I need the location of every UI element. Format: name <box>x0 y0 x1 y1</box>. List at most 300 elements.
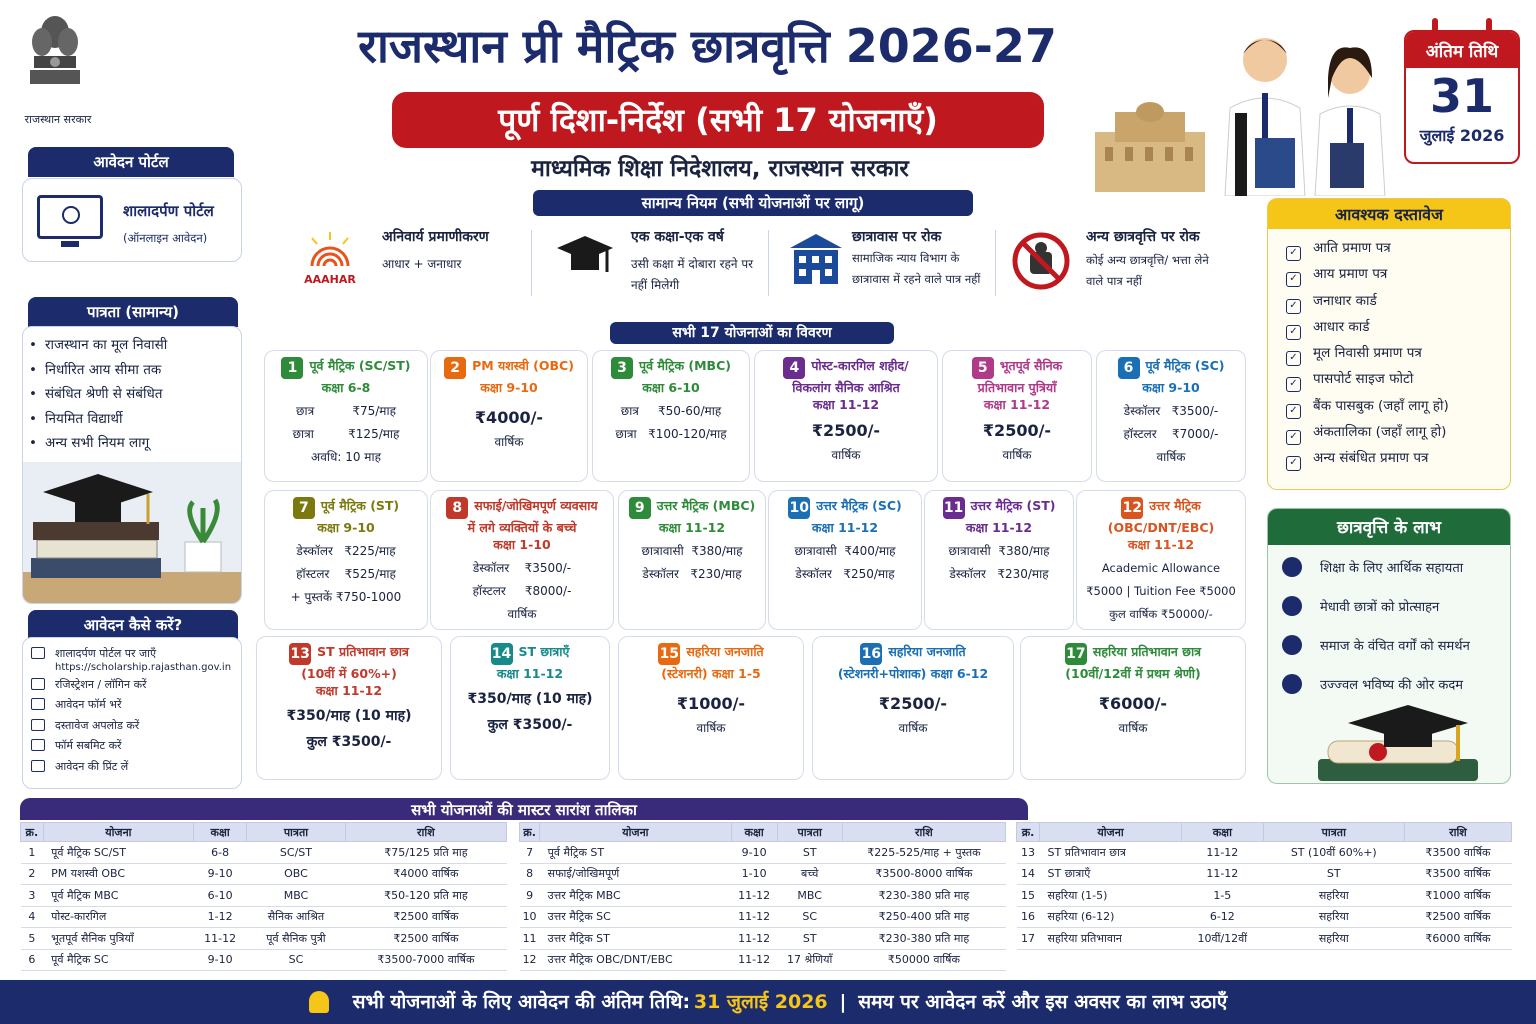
table-cell: पूर्व मैट्रिक MBC <box>43 885 193 907</box>
divider <box>531 230 532 296</box>
document-item: ✓ आति प्रमाण पत्र <box>1286 235 1510 261</box>
footer-separator: | <box>839 991 847 1013</box>
document-check-icon: ✓ <box>1286 456 1301 471</box>
table-header: योजना <box>43 823 193 842</box>
scheme-card-5 <box>942 350 1092 482</box>
table-cell: ₹50000 वार्षिक <box>842 949 1005 971</box>
document-check-icon: ✓ <box>1286 377 1301 392</box>
table-cell: ₹230-380 प्रति माह <box>842 928 1005 950</box>
table-cell: 1 <box>21 842 44 864</box>
scheme-line: डेस्कॉलर ₹230/माह <box>949 567 1049 581</box>
scheme-title-2: प्रतिभावान पुत्रियाँ <box>977 380 1057 395</box>
scheme-title: पोस्ट-कारगिल शहीद/ <box>811 358 909 373</box>
govt-label: राजस्थान सरकार <box>24 113 92 126</box>
scheme-card-6 <box>1096 350 1246 482</box>
scheme-line: छात्र ₹75/माह <box>296 404 396 418</box>
table-cell: ₹2500 वार्षिक <box>345 906 506 928</box>
table-cell: ₹3500-8000 वार्षिक <box>842 863 1005 885</box>
state-emblem <box>20 12 90 104</box>
document-check-icon: ✓ <box>1286 351 1301 366</box>
scheme-class: कक्षा 9-10 <box>1142 380 1200 395</box>
scheme-number: 14 <box>491 643 513 665</box>
table-cell: उत्तर मैट्रिक ST <box>540 928 731 950</box>
table-cell: सहरिया <box>1263 906 1404 928</box>
table-cell: ST <box>1263 863 1404 885</box>
documents-card <box>1267 198 1511 490</box>
benefit-icon <box>1282 635 1302 655</box>
table-cell: 9-10 <box>731 842 777 864</box>
table-cell: ₹3500 वार्षिक <box>1404 863 1511 885</box>
scheme-line: Academic Allowance <box>1101 561 1221 575</box>
table-cell: सहरिया (6-12) <box>1040 906 1182 928</box>
scheme-title: उत्तर मैट्रिक (MBC) <box>656 498 756 513</box>
table-cell: 11-12 <box>731 885 777 907</box>
table-header: योजना <box>540 823 731 842</box>
table-header: कक्षा <box>731 823 777 842</box>
table-cell: सहरिया <box>1263 885 1404 907</box>
books-cap-illustration <box>23 462 242 604</box>
scheme-number: 4 <box>783 357 805 379</box>
table-cell: ST छात्राएँ <box>1040 863 1182 885</box>
table-cell: 17 <box>1017 928 1040 950</box>
scheme-period: वार्षिक <box>696 721 726 735</box>
rule-title: अन्य छात्रवृत्ति पर रोक <box>1086 229 1200 245</box>
table-cell: 9-10 <box>194 949 247 971</box>
table-cell: 9 <box>520 885 540 907</box>
palace-illustration <box>1085 92 1215 192</box>
table-row <box>520 928 1006 950</box>
master-table-middle <box>519 822 1006 971</box>
scheme-line: कुल ₹3500/- <box>487 717 573 733</box>
benefits-heading: छात्रवृत्ति के लाभ <box>1268 509 1510 545</box>
table-cell: ₹3500 वार्षिक <box>1404 842 1511 864</box>
table-row <box>1017 842 1512 864</box>
portal-link[interactable]: https://scholarship.rajasthan.gov.in <box>55 661 232 673</box>
scheme-number: 7 <box>293 497 315 519</box>
scheme-card-17 <box>1020 636 1246 780</box>
step-upload: दस्तावेज अपलोड करें <box>23 716 241 737</box>
scheme-card-9 <box>618 490 766 630</box>
benefit-item: शिक्षा के लिए आर्थिक सहायता <box>1268 549 1510 588</box>
how-to-apply-heading: आवेदन कैसे करें? <box>28 610 238 640</box>
scheme-line: डेस्कॉलर ₹250/माह <box>795 567 895 581</box>
table-cell: PM यशस्वी OBC <box>43 863 193 885</box>
list-item: • नियमित विद्यार्थी <box>23 407 241 432</box>
document-item: ✓ बैंक पासबुक (जहाँ लागू हो) <box>1286 393 1510 419</box>
table-cell: 4 <box>21 906 44 928</box>
globe-icon <box>62 206 80 224</box>
table-header: क्र. <box>520 823 540 842</box>
table-cell: ST <box>777 928 842 950</box>
printer-icon <box>31 760 45 772</box>
table-cell: OBC <box>247 863 346 885</box>
rule-title: अनिवार्य प्रमाणीकरण <box>382 229 489 245</box>
scheme-title: पूर्व मैट्रिक (SC) <box>1145 358 1225 373</box>
table-cell: 3 <box>21 885 44 907</box>
scheme-amount: ₹2500/- <box>982 421 1052 440</box>
table-cell: ST प्रतिभावान छात्र <box>1040 842 1182 864</box>
rule-text: कोई अन्य छात्रवृत्ति/ भत्ता लेने वाले पात्र नहीं <box>1086 253 1209 288</box>
checkbox-icon <box>31 739 45 751</box>
table-header: क्र. <box>1017 823 1040 842</box>
scheme-line: छात्रावासी ₹400/माह <box>794 544 896 558</box>
scheme-title: सहरिया जनजाति <box>888 644 966 659</box>
table-cell: MBC <box>777 885 842 907</box>
table-row <box>1017 885 1512 907</box>
scheme-period: वार्षिक <box>831 448 861 462</box>
documents-list <box>1268 229 1510 472</box>
scheme-title: पूर्व मैट्रिक (ST) <box>320 498 400 513</box>
table-header: कक्षा <box>1182 823 1264 842</box>
scheme-line: + पुस्तकें ₹750-1000 <box>290 590 402 604</box>
scheme-class: कक्षा 11-12 <box>983 397 1051 412</box>
building-icon <box>788 232 844 288</box>
scheme-line: अवधि: 10 माह <box>311 450 381 464</box>
document-item: ✓ जनाधार कार्ड <box>1286 288 1510 314</box>
scheme-title: भूतपूर्व सैनिक <box>999 358 1063 373</box>
scheme-line: हॉस्टलर ₹7000/- <box>1123 427 1219 441</box>
step-print: आवेदन की प्रिंट लें <box>23 757 241 778</box>
scheme-line: वार्षिक <box>507 607 537 621</box>
table-cell: 13 <box>1017 842 1040 864</box>
table-row <box>520 949 1006 971</box>
table-cell: 11 <box>520 928 540 950</box>
deadline-calendar <box>1404 30 1520 164</box>
scheme-class: कक्षा 6-10 <box>642 380 700 395</box>
deadline-day: 31 <box>1429 69 1494 123</box>
scheme-line: छात्रा ₹100-120/माह <box>615 427 727 441</box>
scheme-line: डेस्कॉलर ₹230/माह <box>642 567 742 581</box>
table-cell: पूर्व मैट्रिक ST <box>540 842 731 864</box>
table-cell: ₹50-120 प्रति माह <box>345 885 506 907</box>
scheme-line: छात्रा ₹125/माह <box>292 427 400 441</box>
list-item: • संबंधित श्रेणी से संबंधित <box>23 382 241 407</box>
step-submit: फॉर्म सबमिट करें <box>23 736 241 757</box>
scheme-card-2 <box>430 350 588 482</box>
table-header: पात्रता <box>247 823 346 842</box>
table-cell: ₹3500-7000 वार्षिक <box>345 949 506 971</box>
table-cell: 12 <box>520 949 540 971</box>
portal-name: शालादर्पण पोर्टल <box>123 202 214 220</box>
scheme-class: कक्षा 6-8 <box>321 380 371 395</box>
document-check-icon: ✓ <box>1286 325 1301 340</box>
scheme-amount: ₹4000/- <box>474 408 544 427</box>
table-row <box>21 842 507 864</box>
scheme-line: ₹350/माह (10 माह) <box>286 708 412 724</box>
scheme-card-8 <box>430 490 614 630</box>
table-header: राशि <box>1404 823 1511 842</box>
table-row <box>1017 928 1512 950</box>
table-row <box>21 863 507 885</box>
scheme-title: उत्तर मैट्रिक (ST) <box>970 498 1056 513</box>
table-row <box>21 928 507 950</box>
portal-card[interactable] <box>22 178 242 262</box>
rule-hostel <box>782 222 997 312</box>
table-cell: पूर्व सैनिक पुत्री <box>247 928 346 950</box>
table-cell: 1-5 <box>1182 885 1264 907</box>
scheme-card-10 <box>768 490 922 630</box>
list-item: • निर्धारित आय सीमा तक <box>23 358 241 383</box>
scheme-card-16 <box>812 636 1014 780</box>
table-cell: 11-12 <box>194 928 247 950</box>
scheme-line: हॉस्टलर ₹525/माह <box>296 567 396 581</box>
scheme-title-2: विकलांग सैनिक आश्रित <box>792 380 900 395</box>
scheme-title: पूर्व मैट्रिक (SC/ST) <box>309 358 411 373</box>
scheme-card-15 <box>618 636 804 780</box>
scheme-card-13 <box>256 636 442 780</box>
list-item: • राजस्थान का मूल निवासी <box>23 333 241 358</box>
document-check-icon: ✓ <box>1286 272 1301 287</box>
rule-text: आधार + जनाधार <box>382 257 462 271</box>
master-table-left <box>20 822 507 971</box>
table-cell: सैनिक आश्रित <box>247 906 346 928</box>
footer-date: 31 जुलाई 2026 <box>693 991 828 1013</box>
schemes-heading: सभी 17 योजनाओं का विवरण <box>610 322 894 344</box>
scheme-number: 15 <box>658 643 680 665</box>
scheme-line: डेस्कॉलर ₹3500/- <box>1123 404 1219 418</box>
table-cell: ₹225-525/माह + पुस्तक <box>842 842 1005 864</box>
portal-note: (ऑनलाइन आवेदन) <box>123 231 208 245</box>
table-cell: ₹2500 वार्षिक <box>1404 906 1511 928</box>
scheme-class: कक्षा 11-12 <box>658 520 726 535</box>
step-fill-form: आवेदन फॉर्म भरें <box>23 695 241 716</box>
scheme-class: कक्षा 11-12 <box>812 397 880 412</box>
monitor-stand-icon <box>61 241 79 247</box>
table-header: क्र. <box>21 823 44 842</box>
portal-icon <box>31 647 45 659</box>
table-row <box>21 906 507 928</box>
bell-icon <box>309 991 329 1013</box>
table-cell: 1-12 <box>194 906 247 928</box>
table-cell: सहरिया प्रतिभावान <box>1040 928 1182 950</box>
scheme-class: (स्टेशनरी) कक्षा 1-5 <box>661 666 761 681</box>
table-cell: 11-12 <box>1182 863 1264 885</box>
scheme-line: छात्रावासी ₹380/माह <box>641 544 743 558</box>
table-cell: ST (10वीं 60%+) <box>1263 842 1404 864</box>
scheme-card-1 <box>264 350 428 482</box>
scheme-number: 11 <box>943 497 965 519</box>
scheme-class: कक्षा 11-12 <box>496 666 564 681</box>
table-cell: 2 <box>21 863 44 885</box>
footer-text: सभी योजनाओं के लिए आवेदन की अंतिम तिथि: <box>352 991 691 1013</box>
table-row <box>21 885 507 907</box>
scheme-number: 3 <box>611 357 633 379</box>
scheme-number: 16 <box>860 643 882 665</box>
scheme-period: वार्षिक <box>1118 721 1148 735</box>
table-cell: सहरिया (1-5) <box>1040 885 1182 907</box>
document-item: ✓ अंकतालिका (जहाँ लागू हो) <box>1286 419 1510 445</box>
table-cell: पूर्व मैट्रिक SC/ST <box>43 842 193 864</box>
rule-title: छात्रावास पर रोक <box>852 229 942 245</box>
table-cell: SC <box>247 949 346 971</box>
scheme-number: 2 <box>444 357 466 379</box>
scheme-line: कुल वार्षिक ₹50000/- <box>1109 607 1213 621</box>
students-illustration <box>1200 18 1400 196</box>
scheme-class: कक्षा 9-10 <box>317 520 375 535</box>
scheme-line: कुल ₹3500/- <box>306 734 392 750</box>
benefit-icon <box>1282 674 1302 694</box>
table-cell: 11-12 <box>731 949 777 971</box>
table-row <box>1017 863 1512 885</box>
divider <box>768 230 769 296</box>
rule-aadhaar <box>290 222 530 312</box>
scheme-class: कक्षा 11-12 <box>811 520 879 535</box>
scheme-class: कक्षा 1-10 <box>493 537 551 552</box>
prohibited-icon <box>1010 230 1072 292</box>
table-cell: SC/ST <box>247 842 346 864</box>
page-title: राजस्थान प्री मैट्रिक छात्रवृत्ति 2026-27 <box>358 19 1057 73</box>
scheme-card-14 <box>450 636 610 780</box>
table-cell: पूर्व मैट्रिक SC <box>43 949 193 971</box>
eligibility-list <box>23 333 241 456</box>
scheme-number: 12 <box>1121 497 1143 519</box>
scheme-amount: ₹2500/- <box>811 421 881 440</box>
benefit-item: मेधावी छात्रों को प्रोत्साहन <box>1268 588 1510 627</box>
table-cell: 9-10 <box>194 863 247 885</box>
scheme-amount: ₹1000/- <box>676 694 746 713</box>
document-item: ✓ आय प्रमाण पत्र <box>1286 261 1510 287</box>
document-item: ✓ आधार कार्ड <box>1286 314 1510 340</box>
document-item: ✓ अन्य संबंधित प्रमाण पत्र <box>1286 445 1510 471</box>
general-rules-heading: सामान्य नियम (सभी योजनाओं पर लागू) <box>533 190 973 216</box>
department: माध्यमिक शिक्षा निदेशालय, राजस्थान सरकार <box>531 156 909 182</box>
scheme-number: 6 <box>1118 357 1140 379</box>
table-cell: 8 <box>520 863 540 885</box>
table-cell: 11-12 <box>731 906 777 928</box>
document-check-icon: ✓ <box>1286 246 1301 261</box>
scheme-class: कक्षा 11-12 <box>965 520 1033 535</box>
table-row <box>21 949 507 971</box>
rule-text: उसी कक्षा में दोबारा रहने पर नहीं मिलेगी <box>631 257 754 292</box>
document-item: ✓ मूल निवासी प्रमाण पत्र <box>1286 340 1510 366</box>
scheme-title: उत्तर मैट्रिक (OBC/DNT/EBC) <box>1107 498 1215 535</box>
rule-title: एक कक्षा-एक वर्ष <box>631 229 724 245</box>
scheme-number: 1 <box>281 357 303 379</box>
scheme-number: 9 <box>629 497 651 519</box>
table-header: पात्रता <box>1263 823 1404 842</box>
table-cell: 17 श्रेणियाँ <box>777 949 842 971</box>
scheme-card-4 <box>754 350 938 482</box>
scheme-period: वार्षिक <box>1002 448 1032 462</box>
table-cell: बच्चे <box>777 863 842 885</box>
table-cell: 10 <box>520 906 540 928</box>
table-cell: 5 <box>21 928 44 950</box>
table-header: योजना <box>1040 823 1182 842</box>
table-cell: ₹230-380 प्रति माह <box>842 885 1005 907</box>
table-cell: सहरिया <box>1263 928 1404 950</box>
scheme-title: पूर्व मैट्रिक (MBC) <box>639 358 731 373</box>
how-to-apply-card <box>22 637 242 789</box>
table-header: राशि <box>842 823 1005 842</box>
table-cell: पोस्ट-कारगिल <box>43 906 193 928</box>
scheme-title: PM यशस्वी (OBC) <box>472 358 574 373</box>
master-table-heading: सभी योजनाओं की मास्टर सारांश तालिका <box>20 798 1028 820</box>
benefit-icon <box>1282 557 1302 577</box>
table-cell: 1-10 <box>731 863 777 885</box>
scheme-line: हॉस्टलर ₹8000/- <box>472 584 572 598</box>
calendar-ring-icon <box>1432 18 1438 38</box>
scheme-line: डेस्कॉलर ₹3500/- <box>472 561 572 575</box>
calendar-ring-icon <box>1486 18 1492 38</box>
table-cell: ₹75/125 प्रति माह <box>345 842 506 864</box>
document-check-icon: ✓ <box>1286 299 1301 314</box>
scheme-number: 13 <box>289 643 311 665</box>
subtitle-banner <box>392 92 1044 148</box>
table-cell: 15 <box>1017 885 1040 907</box>
table-cell: 6 <box>21 949 44 971</box>
table-row <box>520 863 1006 885</box>
table-cell: 11-12 <box>731 928 777 950</box>
table-cell: उत्तर मैट्रिक SC <box>540 906 731 928</box>
scheme-title: ST प्रतिभावान छात्र <box>317 644 409 659</box>
footer-bar <box>0 980 1536 1024</box>
footer-cta: समय पर आवेदन करें और इस अवसर का लाभ उठाएँ <box>858 991 1228 1013</box>
scheme-title: सहरिया जनजाति <box>686 644 764 659</box>
table-header: राशि <box>345 823 506 842</box>
step-visit-portal: शालादर्पण पोर्टल पर जाएँ <box>23 644 241 665</box>
scheme-title: सहरिया प्रतिभावान छात्र <box>1092 644 1202 659</box>
scheme-title-2: में लगे व्यक्तियों के बच्चे <box>467 520 577 535</box>
table-cell: ₹6000 वार्षिक <box>1404 928 1511 950</box>
portal-heading: आवेदन पोर्टल <box>28 147 234 177</box>
deadline-month: जुलाई 2026 <box>1419 126 1505 145</box>
table-cell: 7 <box>520 842 540 864</box>
master-table-right <box>1016 822 1512 950</box>
table-cell: 6-12 <box>1182 906 1264 928</box>
benefit-item: समाज के वंचित वर्गों को समर्थन <box>1268 627 1510 666</box>
list-item: • अन्य सभी नियम लागू <box>23 431 241 456</box>
table-cell: 14 <box>1017 863 1040 885</box>
scheme-line: ₹350/माह (10 माह) <box>467 691 593 707</box>
table-cell: 6-8 <box>194 842 247 864</box>
scheme-card-3 <box>592 350 750 482</box>
table-header: पात्रता <box>777 823 842 842</box>
scheme-period: वार्षिक <box>494 435 524 449</box>
table-cell: 6-10 <box>194 885 247 907</box>
scheme-line: ₹5000 | Tuition Fee ₹5000 <box>1086 584 1236 598</box>
graduation-cap-icon <box>555 232 615 282</box>
benefit-item: उज्ज्वल भविष्य की ओर कदम <box>1268 666 1510 705</box>
table-row <box>520 906 1006 928</box>
table-cell: SC <box>777 906 842 928</box>
table-row <box>1017 906 1512 928</box>
table-cell: MBC <box>247 885 346 907</box>
benefit-icon <box>1282 596 1302 616</box>
table-cell: ST <box>777 842 842 864</box>
scheme-line: छात्र ₹50-60/माह <box>620 404 722 418</box>
scheme-class: कक्षा 11-12 <box>315 683 383 698</box>
table-cell: 16 <box>1017 906 1040 928</box>
lock-icon <box>31 678 45 690</box>
scheme-number: 5 <box>972 357 994 379</box>
scheme-class: (स्टेशनरी+पोशाक) कक्षा 6-12 <box>837 666 989 681</box>
table-cell: ₹250-400 प्रति माह <box>842 906 1005 928</box>
scheme-card-7 <box>264 490 428 630</box>
table-cell: 11-12 <box>1182 842 1264 864</box>
benefits-list <box>1268 545 1510 705</box>
scheme-title: ST छात्राएँ <box>518 644 570 659</box>
form-icon <box>31 698 45 710</box>
scheme-amount: ₹2500/- <box>878 694 948 713</box>
scheme-number: 17 <box>1065 643 1087 665</box>
scheme-card-12 <box>1076 490 1246 630</box>
table-cell: सफाई/जोखिमपूर्ण <box>540 863 731 885</box>
scheme-class: कक्षा 11-12 <box>1127 537 1195 552</box>
scheme-class: कक्षा 9-10 <box>480 380 538 395</box>
scheme-class: (10वीं/12वीं में प्रथम श्रेणी) <box>1065 666 1201 681</box>
document-check-icon: ✓ <box>1286 430 1301 445</box>
rule-other-scholarship <box>1008 222 1238 312</box>
